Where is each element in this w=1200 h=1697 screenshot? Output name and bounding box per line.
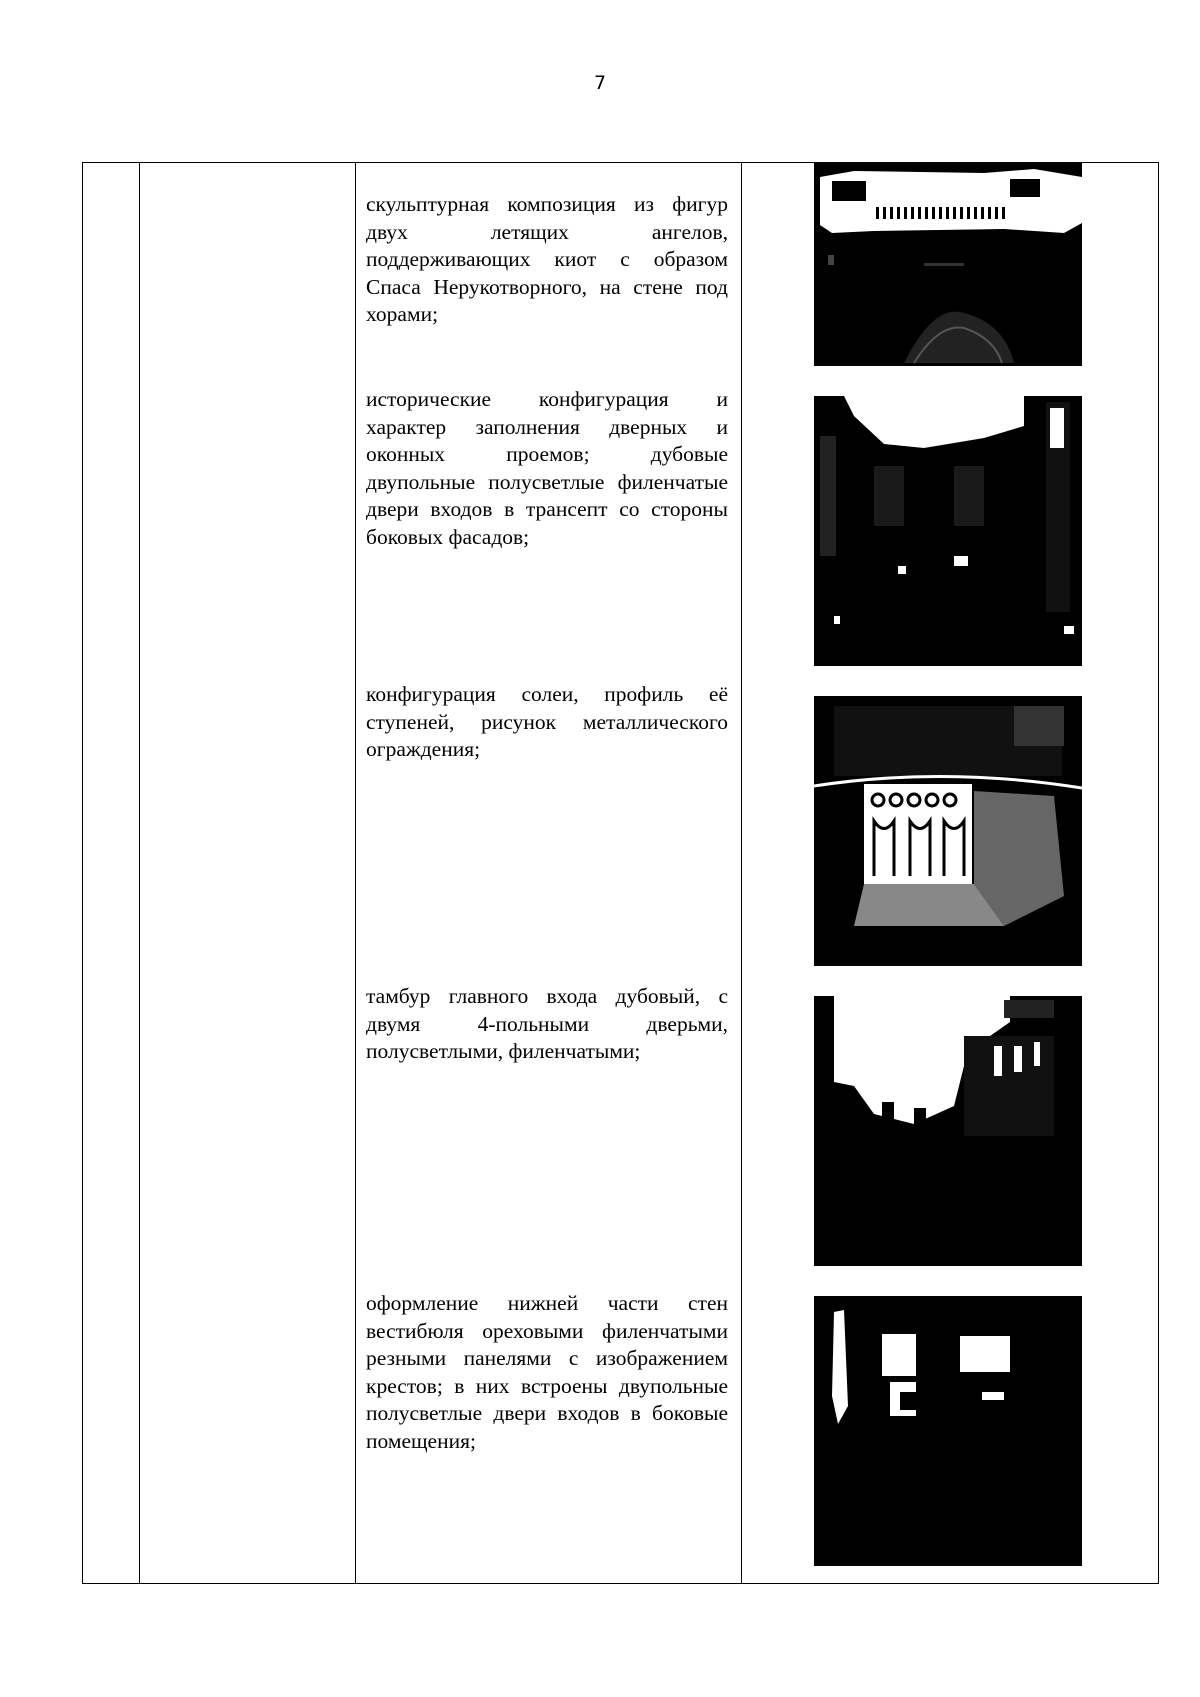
photo-transept-doors (814, 396, 1082, 666)
description-item-3: конфигурация солеи, профиль её ступеней, рисунок металлического ограждения; (366, 682, 728, 762)
number-cell (83, 163, 140, 1584)
description-item-1: скульптурная композиция из фигур двух летящих ангелов, поддерживающих киот с образом Спаса Нерукотворного, на стене под хорами; (366, 192, 728, 327)
description-item-4: тамбур главного входа дубовый, с двумя 4-польными дверьми, полусветлыми, филенчатыми; (366, 984, 728, 1064)
object-name-cell (140, 163, 356, 1584)
photo-main-entrance-vestibule (814, 996, 1082, 1266)
photo-solea-railing (814, 696, 1082, 966)
description-cell (356, 163, 742, 1584)
description-item-2: исторические конфигурация и характер заполнения дверных и оконных проемов; дубовые двупольные полусветлые филенчатые двери входов в трансепт со стороны боковых фасадов; (366, 387, 728, 549)
photo-vestibule-walnut-panels (814, 1296, 1082, 1566)
page-number: 7 (593, 72, 607, 94)
description-item-5: оформление нижней части стен вестибюля ореховыми филенчатыми резными панелями с изображением крестов; в них встроены двупольные полусветлые двери входов в боковые помещения; (366, 1291, 728, 1453)
photo-sculpture-angels-icon-case (814, 163, 1082, 366)
document-table (82, 162, 1159, 1584)
photo-cell (742, 163, 1159, 1584)
table-row (83, 163, 1159, 1584)
